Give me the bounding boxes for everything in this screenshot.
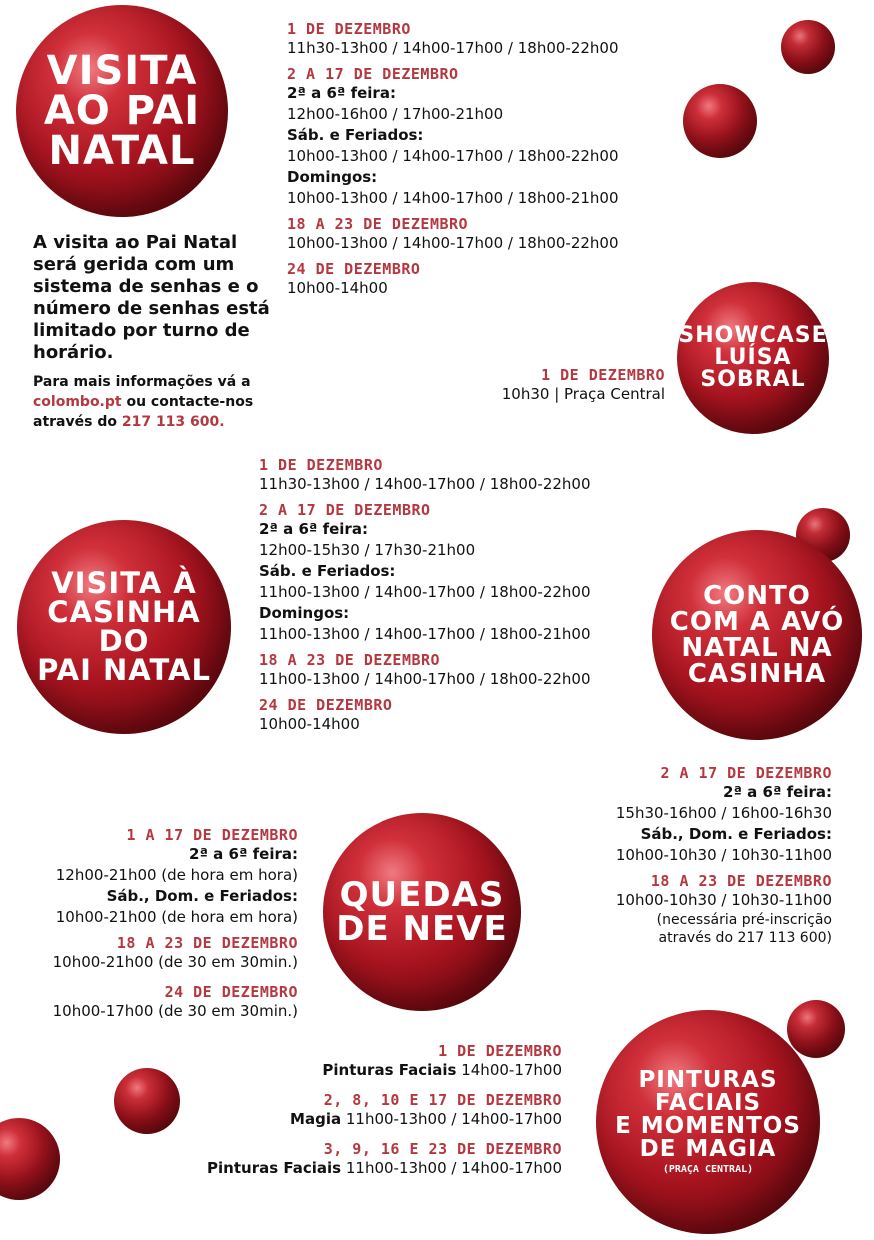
schedule-line: 11h30-13h00 / 14h00-17h00 / 18h00-22h00 (287, 39, 619, 57)
decorative-ornament (683, 84, 757, 158)
date-heading: 24 DE DEZEMBRO (164, 983, 298, 1001)
schedule-line: 12h00-16h00 / 17h00-21h00 (287, 105, 504, 123)
showcase-luisa-sobral-ball (677, 282, 829, 434)
contact-paragraph: Para mais informações vá a colombo.pt ou contacte-nos através do 217 113 600. (33, 374, 254, 430)
schedule-label: Sáb., Dom. e Feriados: (640, 825, 832, 843)
date-heading: 18 A 23 DE DEZEMBRO (116, 934, 298, 952)
date-heading: 2, 8, 10 E 17 DE DEZEMBRO (323, 1091, 562, 1109)
phone-number: 217 113 600. (121, 414, 225, 430)
schedule-line: 10h00-10h30 / 10h30-11h00 (615, 846, 832, 864)
ball-title: VISITA À CASINHA DO PAI NATAL (37, 566, 211, 687)
schedule-pinturas-magia (207, 1042, 562, 1179)
date-heading: 1 DE DEZEMBRO (438, 1042, 562, 1060)
ball-title: SHOWCASE LUÍSA SOBRAL (678, 323, 828, 392)
schedule-line: Magia 11h00-13h00 / 14h00-17h00 (290, 1110, 562, 1128)
date-heading: 18 A 23 DE DEZEMBRO (259, 651, 441, 669)
schedule-line: Pinturas Faciais 14h00-17h00 (322, 1061, 562, 1079)
schedule-line: 11h00-13h00 / 14h00-17h00 / 18h00-22h00 (259, 583, 591, 601)
date-heading: 2 A 17 DE DEZEMBRO (660, 764, 832, 782)
schedule-line: 10h00-13h00 / 14h00-17h00 / 18h00-22h00 (287, 234, 619, 252)
schedule-line: 10h00-13h00 / 14h00-17h00 / 18h00-22h00 (287, 147, 619, 165)
ball-title: VISITA AO PAI NATAL (43, 48, 201, 174)
decorative-ornament (787, 1000, 845, 1058)
schedule-label: Sáb. e Feriados: (259, 562, 396, 580)
schedule-quedas-neve (53, 826, 298, 1022)
date-heading: 1 DE DEZEMBRO (259, 456, 383, 474)
pinturas-faciais-magia-ball (596, 1010, 820, 1234)
schedule-line: 10h00-14h00 (259, 715, 360, 733)
website-link[interactable]: colombo.pt (33, 394, 122, 410)
schedule-label: Domingos: (287, 168, 378, 186)
schedule-line: 12h00-15h30 / 17h30-21h00 (259, 541, 476, 559)
schedule-line: 10h00-10h30 / 10h30-11h00 (615, 891, 832, 909)
schedule-line: 12h00-21h00 (de hora em hora) (55, 866, 298, 884)
schedule-line: 10h00-21h00 (de hora em hora) (55, 908, 298, 926)
schedule-label: 2ª a 6ª feira: (189, 845, 298, 863)
ball-title: QUEDAS DE NEVE (336, 875, 508, 949)
ball-title: CONTO COM A AVÓ NATAL NA CASINHA (669, 581, 845, 689)
ball-title: PINTURAS FACIAIS E MOMENTOS DE MAGIA (615, 1067, 801, 1162)
conto-avo-natal-ball (652, 530, 862, 740)
schedule-line: 10h00-13h00 / 14h00-17h00 / 18h00-21h00 (287, 189, 619, 207)
schedule-note: através do 217 113 600) (658, 930, 832, 946)
date-heading: 1 DE DEZEMBRO (541, 366, 665, 384)
schedule-label: Sáb., Dom. e Feriados: (106, 887, 298, 905)
schedule-note: (necessária pré-inscrição (656, 912, 832, 928)
date-heading: 3, 9, 16 E 23 DE DEZEMBRO (323, 1140, 562, 1158)
date-heading: 24 DE DEZEMBRO (287, 260, 421, 278)
schedule-line: 11h30-13h00 / 14h00-17h00 / 18h00-22h00 (259, 475, 591, 493)
schedule-visita-pai-natal (287, 20, 619, 299)
visita-casinha-pai-natal-ball (17, 520, 231, 734)
date-heading: 18 A 23 DE DEZEMBRO (650, 872, 832, 890)
intro-paragraph: A visita ao Pai Natal será gerida com um sistema de senhas e o número de senhas está limitado por turno de horário. (33, 232, 270, 363)
schedule-line: 10h30 | Praça Central (501, 385, 665, 403)
date-heading: 24 DE DEZEMBRO (259, 696, 393, 714)
schedule-line: 10h00-21h00 (de 30 em 30min.) (52, 953, 298, 971)
date-heading: 18 A 23 DE DEZEMBRO (287, 215, 469, 233)
schedule-conto-avo-natal (616, 764, 832, 947)
schedule-casinha-pai-natal (259, 456, 591, 735)
schedule-label: Domingos: (259, 604, 350, 622)
schedule-label: 2ª a 6ª feira: (287, 84, 396, 102)
schedule-line: 11h00-13h00 / 14h00-17h00 / 18h00-22h00 (259, 670, 591, 688)
date-heading: 2 A 17 DE DEZEMBRO (287, 65, 459, 83)
ball-subtitle: (PRAÇA CENTRAL) (662, 1164, 754, 1175)
quedas-neve-ball (323, 813, 521, 1011)
visita-pai-natal-ball (16, 5, 228, 217)
schedule-line: Pinturas Faciais 11h00-13h00 / 14h00-17h00 (207, 1159, 562, 1177)
schedule-line: 10h00-17h00 (de 30 em 30min.) (52, 1002, 298, 1020)
date-heading: 2 A 17 DE DEZEMBRO (259, 501, 431, 519)
decorative-ornament (0, 1118, 60, 1200)
decorative-ornament (781, 20, 835, 74)
date-heading: 1 A 17 DE DEZEMBRO (126, 826, 298, 844)
schedule-line: 10h00-14h00 (287, 279, 388, 297)
date-heading: 1 DE DEZEMBRO (287, 20, 411, 38)
decorative-ornament (114, 1068, 180, 1134)
schedule-label: 2ª a 6ª feira: (259, 520, 368, 538)
schedule-line: 15h30-16h00 / 16h00-16h30 (615, 804, 832, 822)
schedule-label: Sáb. e Feriados: (287, 126, 424, 144)
intro-text (33, 232, 273, 432)
schedule-line: 11h00-13h00 / 14h00-17h00 / 18h00-21h00 (259, 625, 591, 643)
schedule-showcase (502, 366, 665, 405)
ball-text (615, 1069, 801, 1175)
schedule-label: 2ª a 6ª feira: (723, 783, 832, 801)
